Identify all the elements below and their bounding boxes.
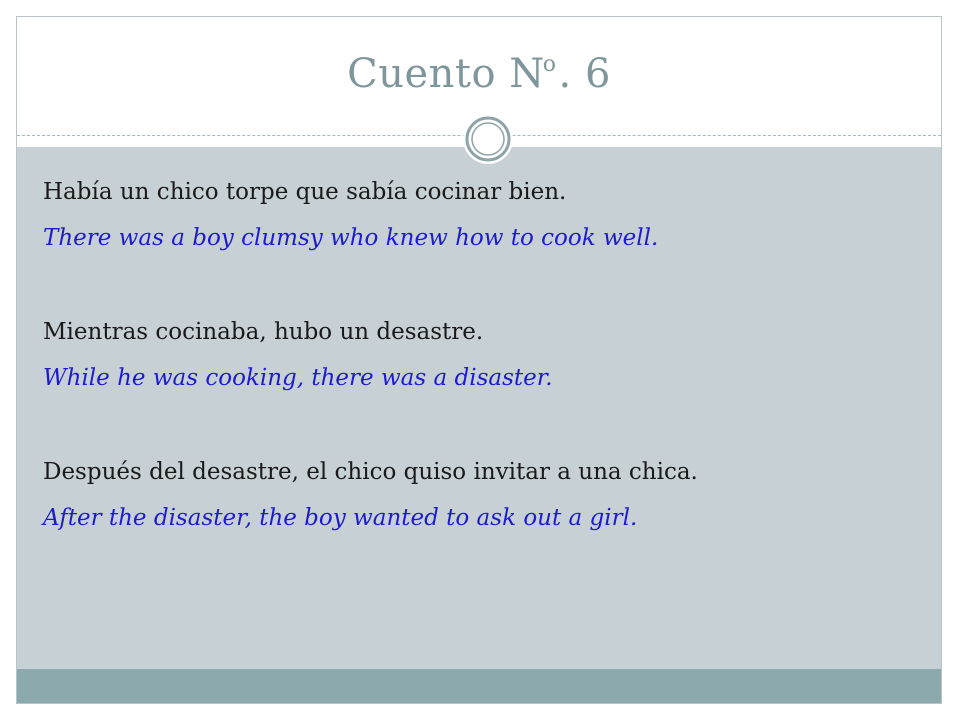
title-number: . 6 [558,51,611,97]
english-line-3: After the disaster, the boy wanted to ask out a girl. [43,505,638,531]
story-lines [43,169,921,541]
english-line-1: There was a boy clumsy who knew how to cook well. [43,225,659,251]
title-text: Cuento N [347,51,545,97]
english-line-2: While he was cooking, there was a disaster. [43,365,553,391]
ring-icon [462,113,514,165]
footer-bar [17,669,941,703]
title-superscript: o [542,52,557,77]
spanish-line-3: Después del desastre, el chico quiso invitar a una chica. [43,459,698,485]
spanish-line-2: Mientras cocinaba, hubo un desastre. [43,319,484,345]
slide-title [17,51,941,97]
slide [16,16,942,704]
spanish-line-1: Había un chico torpe que sabía cocinar bien. [43,179,567,205]
